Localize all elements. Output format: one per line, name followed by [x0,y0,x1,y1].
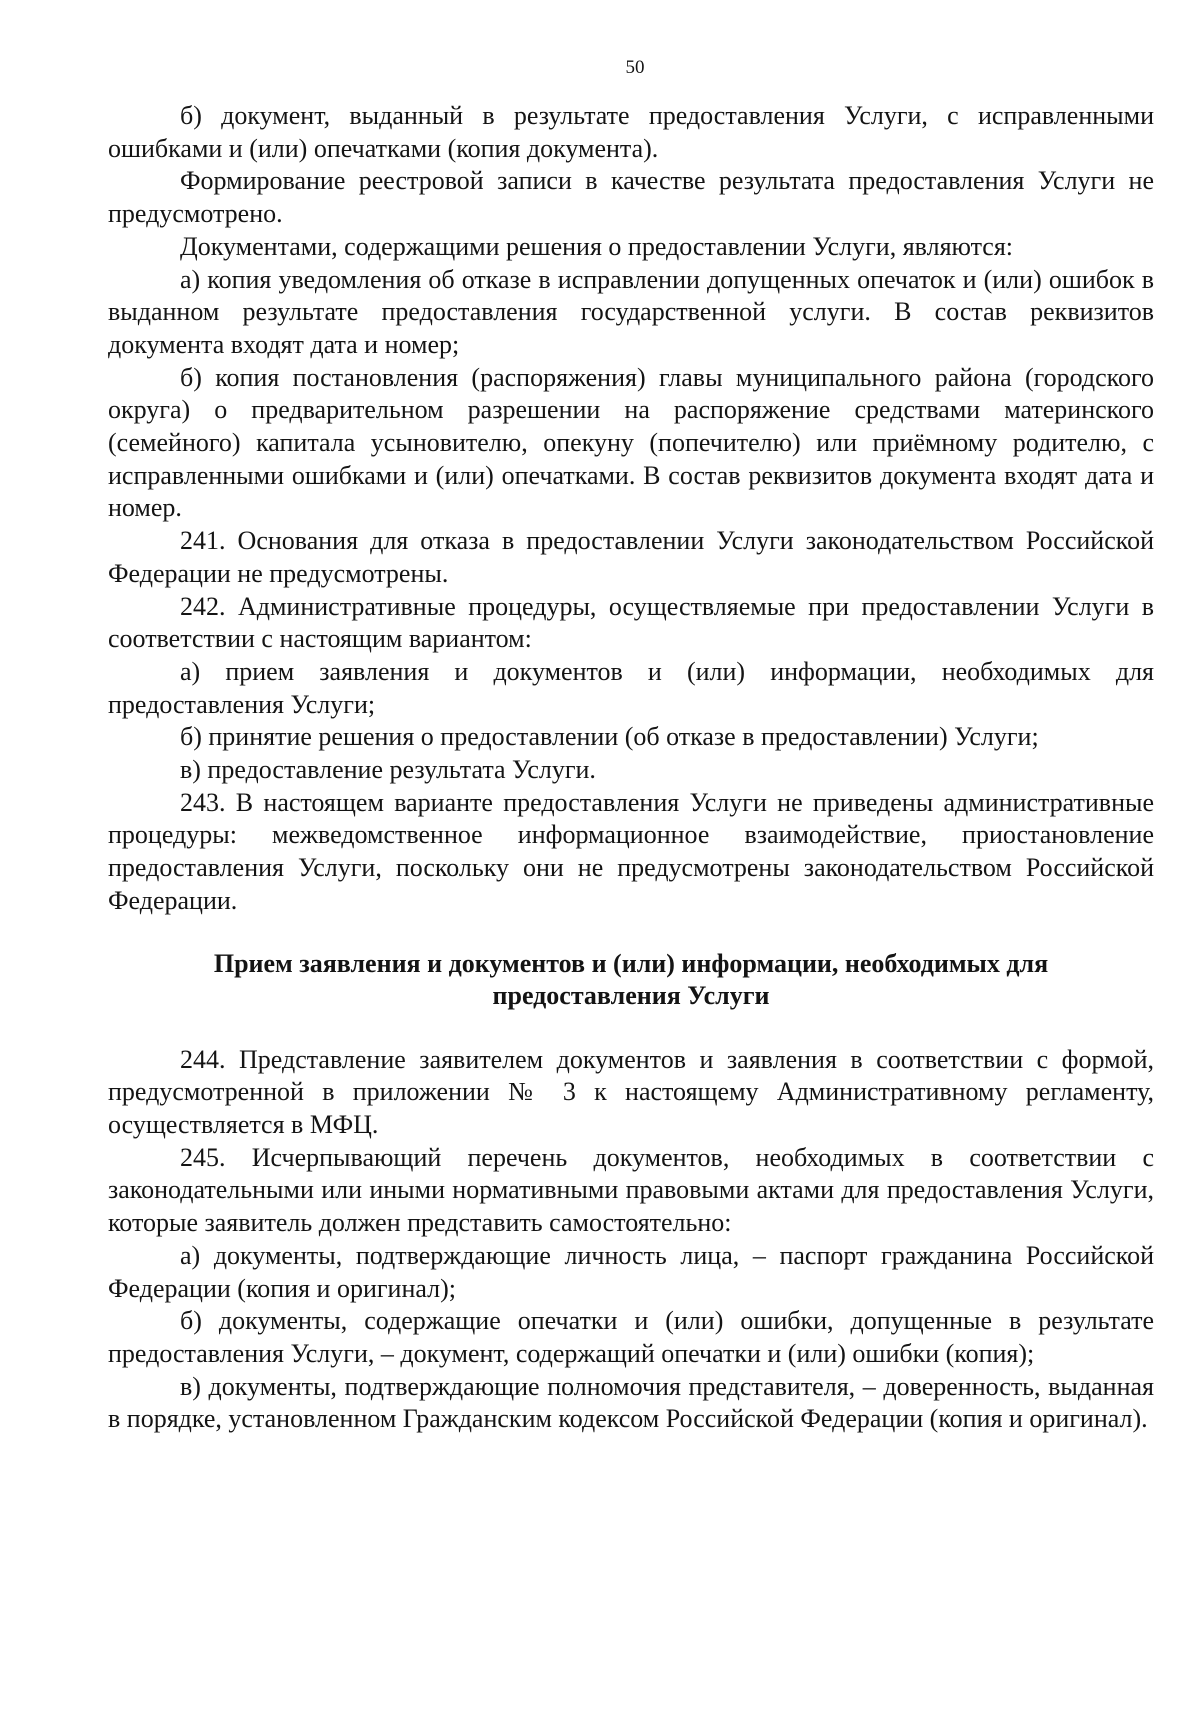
paragraph: а) прием заявления и документов и (или) информации, необходимых для предоставления Услуги; [108,656,1154,719]
section-heading: Прием заявления и документов и (или) информации, необходимых для предоставления Услуги [213,948,1049,1010]
paragraph: Формирование реестровой записи в качестве результата предоставления Услуги не предусмотрено. [108,166,1154,229]
paragraph: 243. В настоящем варианте предоставления Услуги не приведены административные процедуры: межведомственное информационное взаимодействие, приостановление предоставления Услуги, поскольку они не предусмотрены законодательством Российской Федерации. [108,787,1154,915]
document-page [108,56,1154,1436]
paragraph: б) принятие решения о предоставлении (об отказе в предоставлении) Услуги; [180,722,1039,752]
paragraph: 242. Административные процедуры, осуществляемые при предоставлении Услуги в соответствии с настоящим вариантом: [108,591,1154,654]
paragraph: в) предоставление результата Услуги. [180,755,596,785]
paragraph: 241. Основания для отказа в предоставлении Услуги законодательством Российской Федерации не предусмотрены. [108,526,1154,588]
paragraph: Документами, содержащими решения о предоставлении Услуги, являются: [180,231,1014,261]
paragraph: а) документы, подтверждающие личность лица, – паспорт гражданина Российской Федерации (копия и оригинал); [108,1240,1154,1303]
paragraph: б) документы, содержащие опечатки и (или) ошибки, допущенные в результате предоставления Услуги, – документ, содержащий опечатки и (или) ошибки (копия); [108,1306,1154,1368]
paragraph: б) копия постановления (распоряжения) главы муниципального района (городского округа) о предварительном разрешении на распоряжение средствами материнского (семейного) капитала усыновителю, опекуну (попечителю) или приёмному родителю, с исправленными ошибками и (или) опечатками. В состав реквизитов документа входят дата и номер. [108,362,1154,523]
paragraph: в) документы, подтверждающие полномочия представителя, – доверенность, выданная в порядке, установленном Гражданским кодексом Российской Федерации (копия и оригинал). [108,1371,1154,1434]
paragraph: б) документ, выданный в результате предоставления Услуги, с исправленными ошибками и (или) опечатками (копия документа). [108,101,1154,163]
page-number: 50 [625,57,645,78]
paragraph: 244. Представление заявителем документов и заявления в соответствии с формой, предусмотренной в приложении № 3 к настоящему Административному регламенту, осуществляется в МФЦ. [108,1044,1154,1139]
paragraph: 245. Исчерпывающий перечень документов, необходимых в соответствии с законодательными или иными нормативными правовыми актами для предоставления Услуги, которые заявитель должен представить самостоятельно: [108,1142,1154,1238]
paragraph: а) копия уведомления об отказе в исправлении допущенных опечаток и (или) ошибок в выданном результате предоставления государственной услуги. В состав реквизитов документа входят дата и номер; [108,264,1154,359]
